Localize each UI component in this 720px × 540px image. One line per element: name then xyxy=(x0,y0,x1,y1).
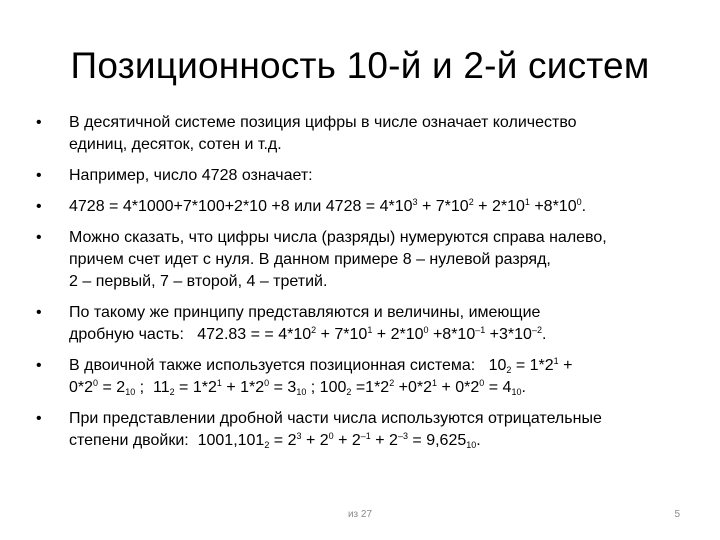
bullet-text xyxy=(69,410,602,449)
bullet-text xyxy=(69,167,313,184)
bullet-text xyxy=(69,229,607,290)
text-run: = 2 xyxy=(269,432,297,449)
text-run: +3*10 xyxy=(485,326,532,343)
text-run: . xyxy=(521,379,526,396)
bullet-list xyxy=(36,112,691,461)
text-run: + 1*2 xyxy=(221,379,265,396)
bullet-item xyxy=(36,408,691,452)
superscript: 1 xyxy=(524,197,530,207)
subscript: 2 xyxy=(264,440,270,450)
text-run: В десятичной системе позиция цифры в числе означает количество xyxy=(69,114,577,131)
text-run: = 2 xyxy=(98,379,126,396)
superscript: 1 xyxy=(553,356,559,366)
subscript: 2 xyxy=(169,387,175,397)
superscript: –3 xyxy=(397,431,408,441)
subscript: 2 xyxy=(346,387,352,397)
superscript: 0 xyxy=(328,431,334,441)
text-run: =1*2 xyxy=(351,379,390,396)
superscript: 3 xyxy=(296,431,302,441)
text-run: + 2*10 xyxy=(372,326,424,343)
text-run: + 7*10 xyxy=(316,326,368,343)
text-run: 0*2 xyxy=(69,379,94,396)
text-run: В двоичной также используется позиционная система: 10 xyxy=(69,357,507,374)
text-run: Например, число 4728 означает: xyxy=(69,167,313,184)
bullet-item xyxy=(36,196,691,218)
bullet-marker: • xyxy=(36,357,42,374)
text-run: ; 11 xyxy=(135,379,170,396)
superscript: 2 xyxy=(389,378,395,388)
superscript: 1 xyxy=(367,325,373,335)
text-run: 2 – первый, 7 – второй, 4 – третий. xyxy=(69,273,328,290)
subscript: 2 xyxy=(506,365,512,375)
superscript: –1 xyxy=(360,431,371,441)
text-run: + 2*10 xyxy=(473,198,525,215)
superscript: 3 xyxy=(412,197,418,207)
text-run: причем счет идет с нуля. В данном примере 8 – нулевой разряд, xyxy=(69,251,551,268)
bullet-text xyxy=(69,198,586,215)
text-run: 4728 = 4*1000+7*100+2*10 +8 или 4728 = 4*10 xyxy=(69,198,413,215)
superscript: 0 xyxy=(479,378,485,388)
text-run: . xyxy=(476,432,481,449)
bullet-item xyxy=(36,227,691,293)
superscript: 0 xyxy=(93,378,99,388)
text-run: = 4 xyxy=(484,379,512,396)
superscript: 0 xyxy=(423,325,429,335)
bullet-marker: • xyxy=(36,410,42,427)
text-run: + 2 xyxy=(370,432,398,449)
text-run: +8*10 xyxy=(529,198,577,215)
text-run: = 3 xyxy=(269,379,297,396)
text-run: +0*2 xyxy=(394,379,433,396)
text-run: + 2 xyxy=(301,432,329,449)
bullet-item xyxy=(36,355,691,399)
bullet-marker: • xyxy=(36,114,42,131)
superscript: 0 xyxy=(264,378,270,388)
bullet-item xyxy=(36,302,691,346)
text-run: = 1*2 xyxy=(511,357,554,374)
bullet-text xyxy=(69,304,546,343)
bullet-marker: • xyxy=(36,229,42,246)
superscript: –1 xyxy=(475,325,486,335)
text-run: = 1*2 xyxy=(174,379,217,396)
subscript: 10 xyxy=(466,440,477,450)
page-number: 5 xyxy=(674,509,680,520)
text-run: ; 100 xyxy=(306,379,347,396)
subscript: 10 xyxy=(296,387,307,397)
text-run: степени двойки: 1001,101 xyxy=(69,432,265,449)
text-run: = 9,625 xyxy=(407,432,467,449)
slide-counter: из 27 xyxy=(347,509,373,520)
superscript: –2 xyxy=(531,325,542,335)
subscript: 10 xyxy=(511,387,522,397)
text-run: единиц, десяток, сотен и т.д. xyxy=(69,136,282,153)
bullet-text xyxy=(69,357,572,396)
bullet-item xyxy=(36,112,691,156)
bullet-text xyxy=(69,114,577,153)
text-run: Можно сказать, что цифры числа (разряды) нумеруются справа налево, xyxy=(69,229,607,246)
bullet-marker: • xyxy=(36,198,42,215)
superscript: 0 xyxy=(576,197,582,207)
superscript: 1 xyxy=(432,378,438,388)
text-run: При представлении дробной части числа используются отрицательные xyxy=(69,410,602,427)
subscript: 10 xyxy=(125,387,136,397)
superscript: 2 xyxy=(311,325,317,335)
text-run: + xyxy=(558,357,573,374)
text-run: + 7*10 xyxy=(417,198,469,215)
text-run: По такому же принципу представляются и величины, имеющие xyxy=(69,304,541,321)
text-run: . xyxy=(541,326,547,343)
text-run: . xyxy=(581,198,587,215)
superscript: 1 xyxy=(216,378,222,388)
bullet-marker: • xyxy=(36,167,42,184)
bullet-item xyxy=(36,165,691,187)
superscript: 2 xyxy=(468,197,474,207)
text-run: дробную часть: 472.83 = = 4*10 xyxy=(69,326,312,343)
text-run: +8*10 xyxy=(428,326,476,343)
bullet-marker: • xyxy=(36,304,42,321)
slide-title: Позиционность 10-й и 2-й систем xyxy=(70,45,650,86)
text-run: + 0*2 xyxy=(437,379,480,396)
text-run: + 2 xyxy=(333,432,361,449)
